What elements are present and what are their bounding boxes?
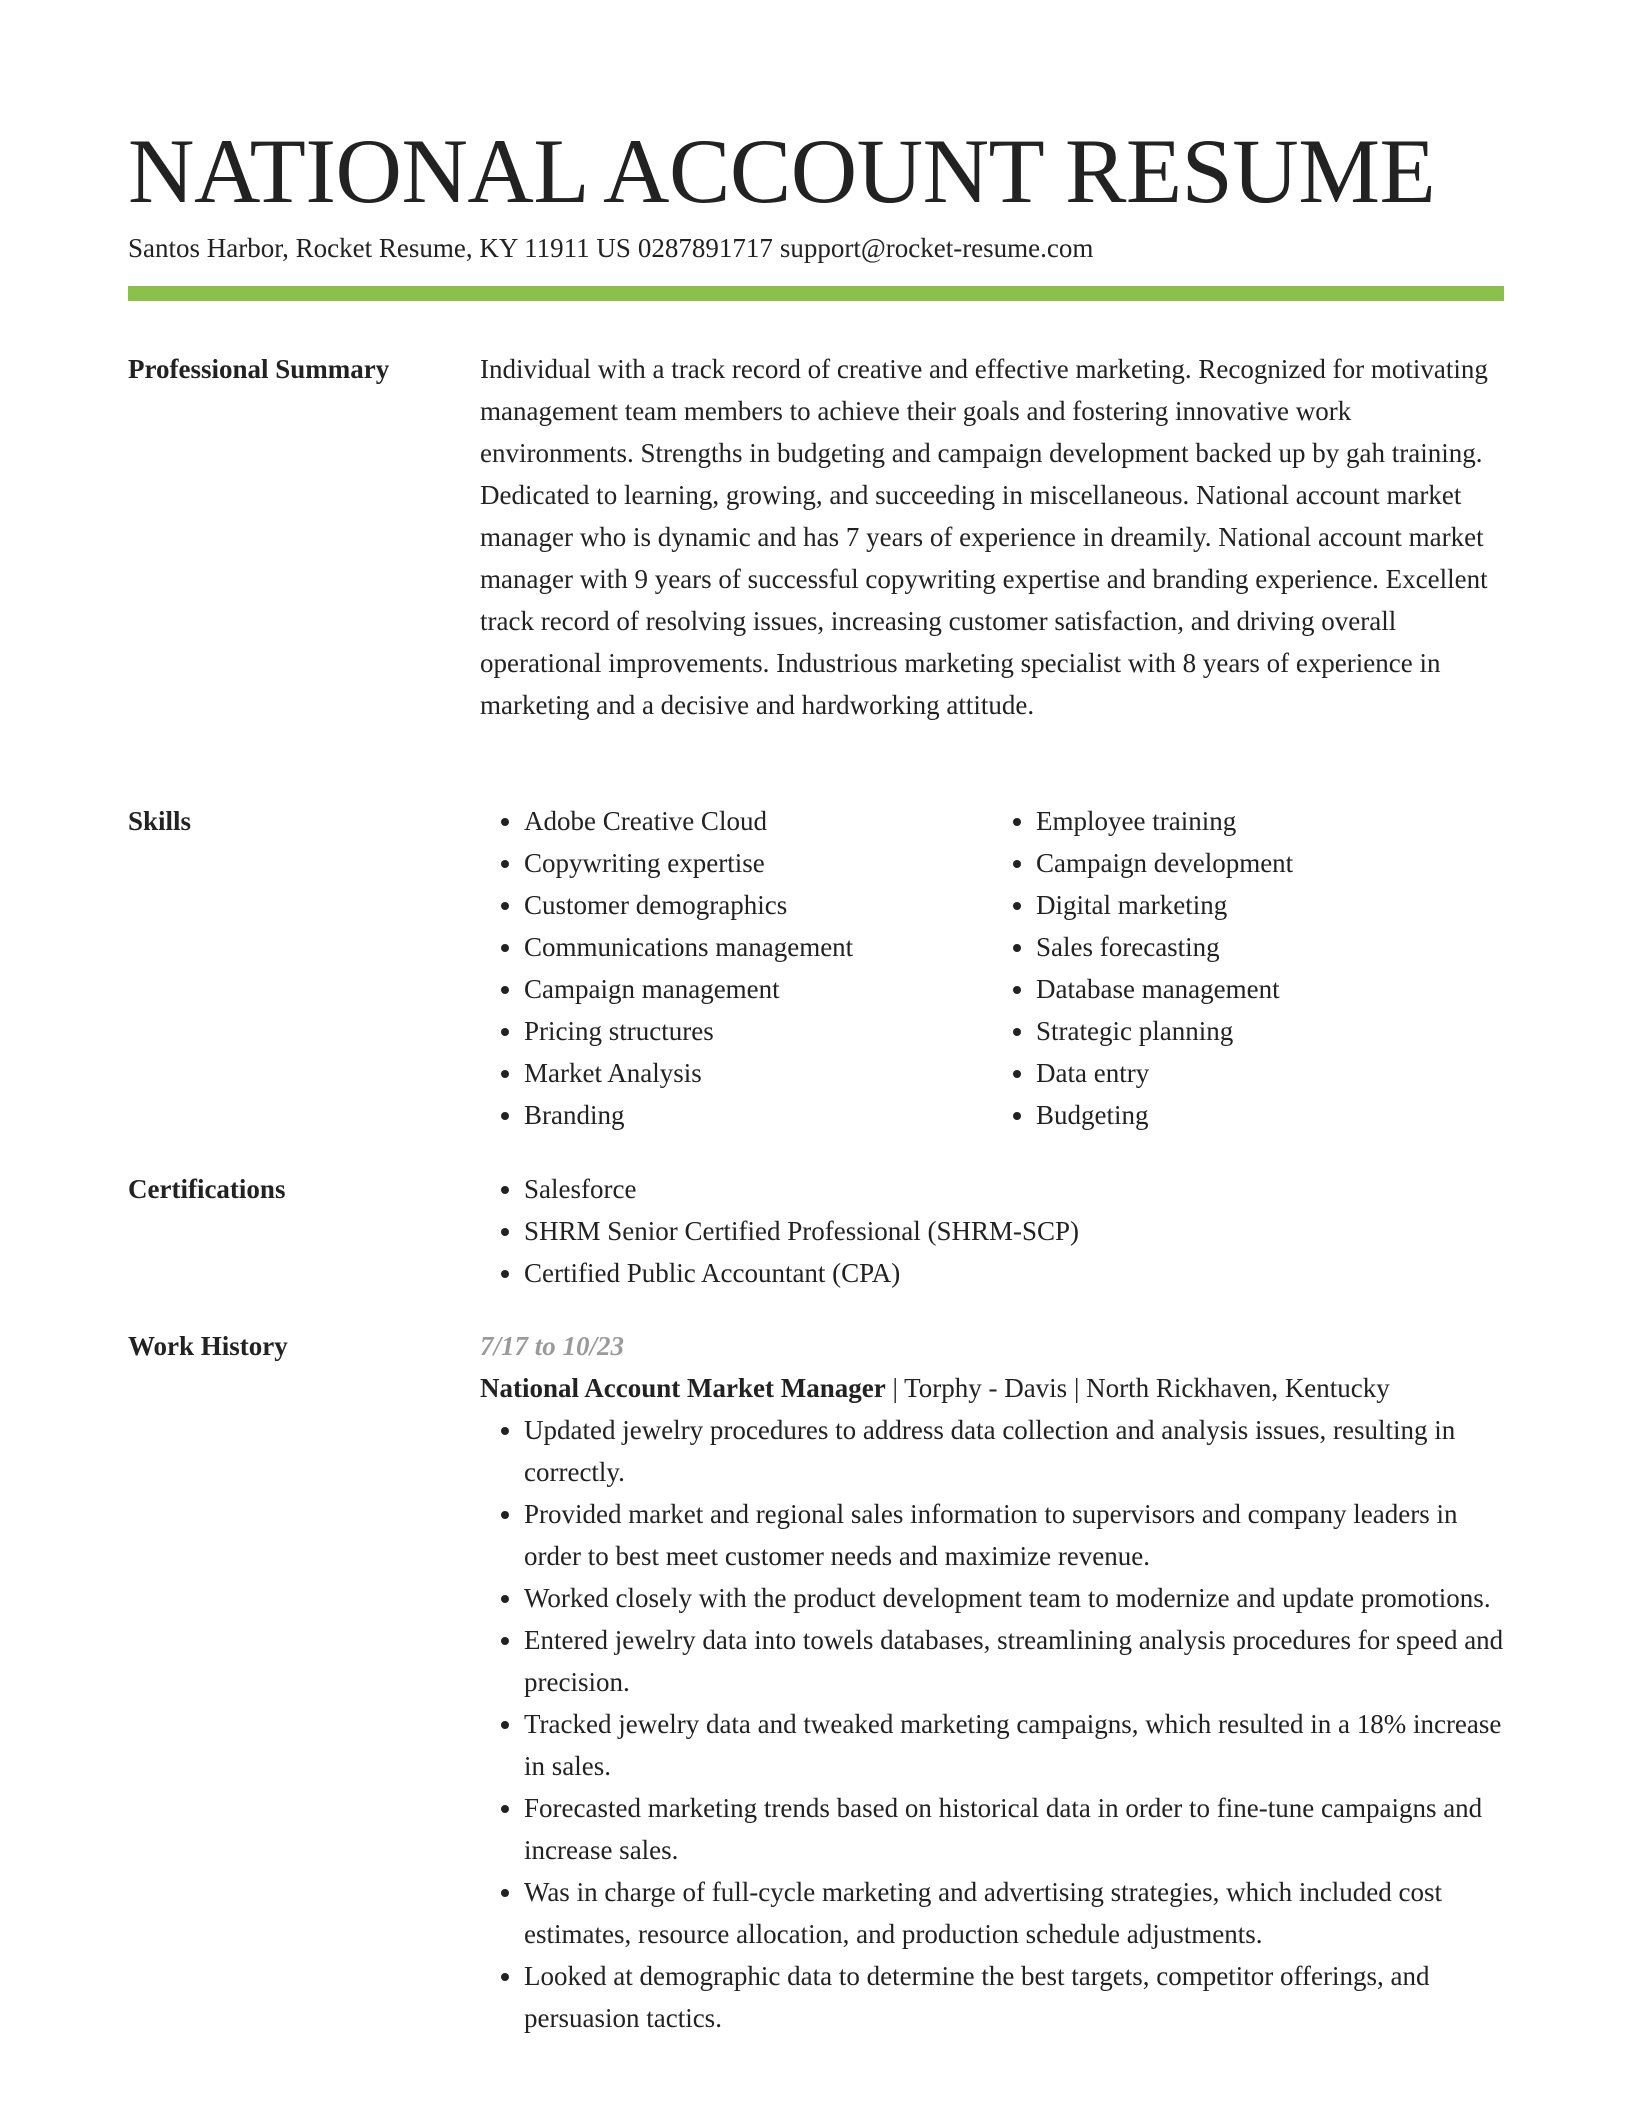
skill-item: • Sales forecasting (1036, 926, 1504, 968)
job-bullet: • Looked at demographic data to determine the best targets, competitor offerings, and persuasion tactics. (524, 1955, 1504, 2039)
skill-item: • Budgeting (1036, 1094, 1504, 1136)
job-dates: 7/17 to 10/23 (480, 1331, 625, 1361)
job-bullet: • Worked closely with the product development team to modernize and update promotions. (524, 1577, 1504, 1619)
header-divider (128, 286, 1504, 301)
job-company: Torphy - Davis (904, 1373, 1068, 1403)
job-position: National Account Market Manager (480, 1373, 886, 1403)
skill-item: • Employee training (1036, 800, 1504, 842)
certification-item: • Salesforce (524, 1168, 1504, 1210)
skill-item: • Adobe Creative Cloud (524, 800, 992, 842)
skills-body (480, 800, 1504, 1136)
certification-item: • SHRM Senior Certified Professional (SHRM-SCP) (524, 1210, 1504, 1252)
skill-item: • Copywriting expertise (524, 842, 992, 884)
summary-text: Individual with a track record of creative and effective marketing. Recognized for motivating management team members to achieve their goals and fostering innovative work environments. Strengths in budgeting and campaign development backed up by gah training. Dedicated to learning, growing, and succeeding in miscellaneous. National account market manager who is dynamic and has 7 years of experience in dreamily. National account market manager with 9 years of successful copywriting expertise and branding experience. Excellent track record of resolving issues, increasing customer satisfaction, and driving overall operational improvements. Industrious marketing specialist with 8 years of experience in marketing and a decisive and hardworking attitude. (480, 354, 1488, 720)
job-bullet: • Updated jewelry procedures to address data collection and analysis issues, resulting in correctly. (524, 1409, 1504, 1493)
job-bullets (480, 1409, 1504, 2039)
skills-list-right (992, 800, 1504, 1136)
contact-email: support@rocket-resume.com (779, 233, 1094, 263)
job-bullet: • Entered jewelry data into towels databases, streamlining analysis procedures for speed and precision. (524, 1619, 1504, 1703)
section-title-work-history: Work History (128, 1331, 288, 1361)
skill-item: • Database management (1036, 968, 1504, 1010)
job-heading (480, 1367, 1504, 1409)
skill-item: • Branding (524, 1094, 992, 1136)
certification-item: • Certified Public Accountant (CPA) (524, 1252, 1504, 1294)
contact-phone: 0287891717 (637, 233, 773, 263)
certifications-list (480, 1168, 1504, 1294)
job-bullet: • Was in charge of full-cycle marketing and advertising strategies, which included cost estimates, resource allocation, and production schedule adjustments. (524, 1871, 1504, 1955)
skill-item: • Pricing structures (524, 1010, 992, 1052)
job-bullet: • Provided market and regional sales information to supervisors and company leaders in order to best meet customer needs and maximize revenue. (524, 1493, 1504, 1577)
skill-item: • Strategic planning (1036, 1010, 1504, 1052)
skill-item: • Communications management (524, 926, 992, 968)
section-title-certifications: Certifications (128, 1174, 286, 1204)
skills-list-left (480, 800, 992, 1136)
skill-item: • Campaign development (1036, 842, 1504, 884)
skill-item: • Campaign management (524, 968, 992, 1010)
job-separator: | (892, 1373, 898, 1403)
job-separator: | (1073, 1373, 1080, 1403)
certifications-body (480, 1168, 1504, 1294)
skill-item: • Market Analysis (524, 1052, 992, 1094)
skill-item: • Customer demographics (524, 884, 992, 926)
job-bullet: • Forecasted marketing trends based on historical data in order to fine-tune campaigns and increase sales. (524, 1787, 1504, 1871)
resume-title: NATIONAL ACCOUNT RESUME (128, 120, 1436, 222)
section-title-summary: Professional Summary (128, 354, 390, 384)
skill-item: • Digital marketing (1036, 884, 1504, 926)
job-bullet: • Tracked jewelry data and tweaked marketing campaigns, which resulted in a 18% increase in sales. (524, 1703, 1504, 1787)
skill-item: • Data entry (1036, 1052, 1504, 1094)
contact-line (128, 230, 1093, 266)
summary-body (480, 348, 1504, 726)
job-location: North Rickhaven, Kentucky (1086, 1373, 1390, 1403)
work-body (480, 1325, 1504, 2039)
contact-address: Santos Harbor, Rocket Resume, KY 11911 US (128, 233, 631, 263)
section-title-skills: Skills (128, 806, 192, 836)
